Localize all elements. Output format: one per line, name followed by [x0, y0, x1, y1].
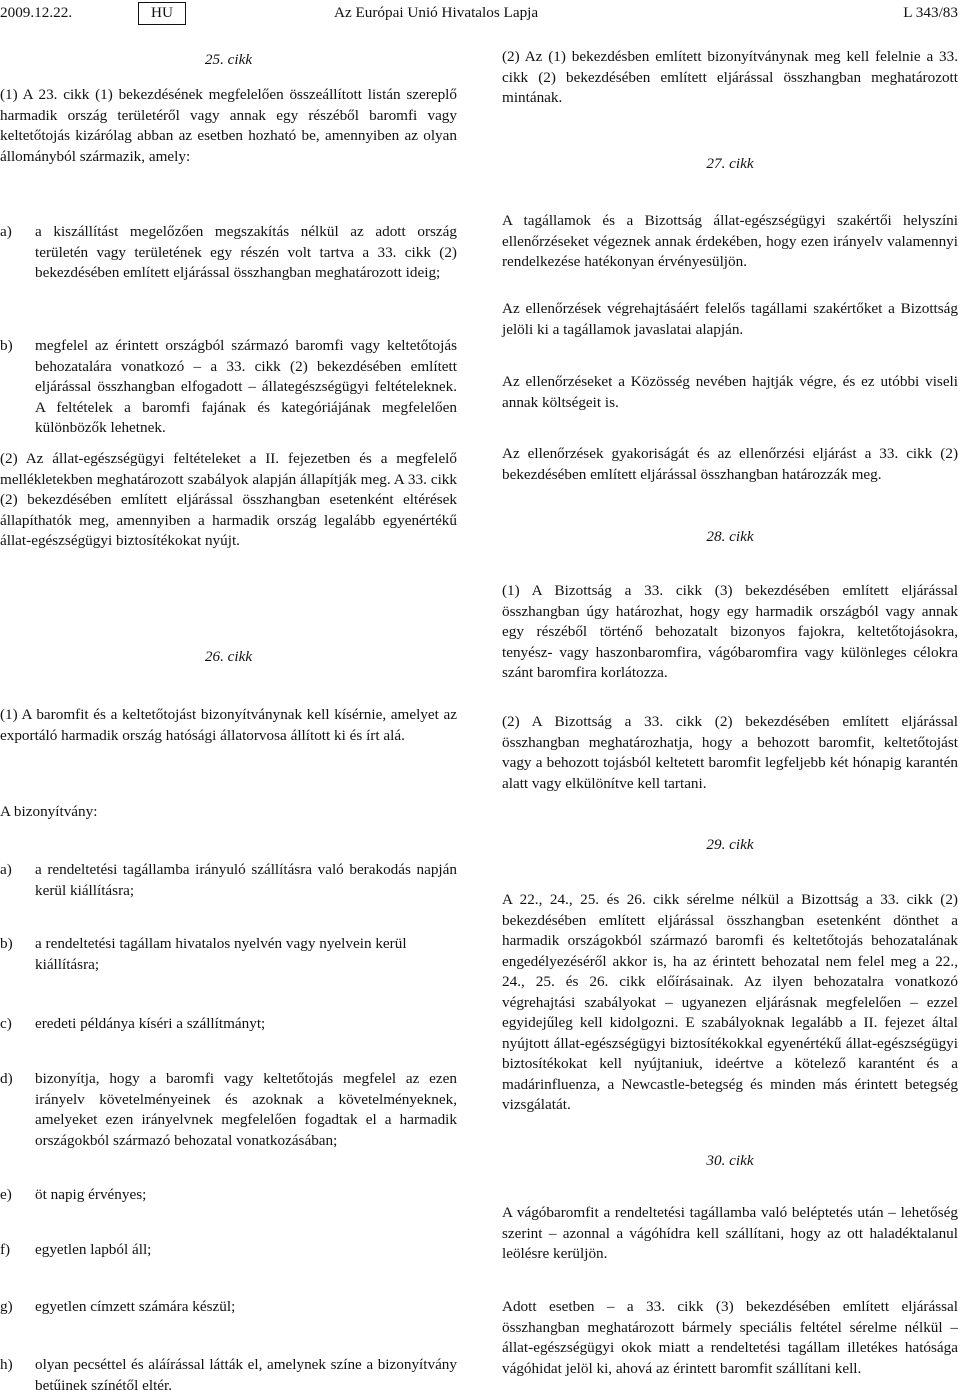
- article-25-item-a: [0, 222, 457, 284]
- item-text: eredeti példánya kíséri a szállítmányt;: [35, 1015, 266, 1032]
- item-label: a): [0, 861, 12, 878]
- article-27-paragraph-2: Az ellenőrzések végrehajtásáért felelős tagállami szakértőket a Bizottság jelöli ki a tagállamok javaslatai alapján.: [502, 300, 958, 338]
- article-27-paragraph-1: A tagállamok és a Bizottság állat-egészségügyi szakértői helyszíni ellenőrzéseket végeznek annak érdekében, hogy ezen irányelv valamennyi rendelkezése hatékonyan érvényesüljön.: [502, 212, 958, 270]
- article-28-paragraph-2: (2) A Bizottság a 33. cikk (2) bekezdésében említett eljárással összhangban meghatározhatja, hogy a behozott baromfit, keltetőtojást vagy a behozott tojásból keltetett baromfit legfeljebb két hónapig karantén alatt vagy elkülönítve kell tartani.: [502, 713, 958, 792]
- article-30-title: 30. cikk: [706, 1152, 754, 1169]
- article-30-paragraph-2: Adott esetben – a 33. cikk (3) bekezdésében említett eljárással összhangban meghatározott bármely speciális feltétel sérelme nélkül – állat-egészségügyi okok miatt a rendeltetési tagállam illetékes hatósága vágóhidat jelöl ki, ahová az érintett baromfit szállítani kell.: [502, 1298, 958, 1377]
- article-25-paragraph-2: (2) Az állat-egészségügyi feltételeket a II. fejezetben és a megfelelő mellékletekben meghatározott szabályok alapján állapítják meg. A 33. cikk (2) bekezdésében említett eljárással összhangban esetenként eltérések állapíthatók meg, amennyiben a harmadik ország legalább egyenértékű állat-egészségügyi biztosítékokat nyújt.: [0, 450, 457, 549]
- article-27-paragraph-4: Az ellenőrzések gyakoriságát és az ellenőrzési eljárást a 33. cikk (2) bekezdésében említett eljárással összhangban határozzák meg.: [502, 445, 958, 483]
- item-text: a kiszállítást megelőzően megszakítás nélkül az adott ország területén vagy területének egy részén volt tartva a 33. cikk (2) bekezdésében említett eljárással összhangban meghatározott ideig;: [35, 223, 457, 281]
- certificate-item-g: [0, 1297, 457, 1318]
- item-text: öt napig érvényes;: [35, 1186, 147, 1203]
- item-label: c): [0, 1015, 12, 1032]
- item-label: d): [0, 1070, 13, 1087]
- article-26-paragraph-1: (1) A baromfit és a keltetőtojást bizonyítványnak kell kísérnie, amelyet az exportáló harmadik ország hatósági állatorvosa állított ki és írt alá.: [0, 706, 457, 744]
- article-27-paragraph-3: Az ellenőrzéseket a Közösség nevében hajtják végre, és ez utóbbi viseli annak költségeit is.: [502, 373, 958, 411]
- article-28-title: 28. cikk: [706, 528, 754, 545]
- item-text: megfelel az érintett országból származó baromfi vagy keltetőtojás behozatalára vonatkozó – a 33. cikk (2) bekezdésében említett eljárással összhangban elfogadott – állategészségügyi feltételeknek. A feltételek a baromfi fajának és kategóriájának megfelelően különbözők lehetnek.: [35, 337, 457, 436]
- certificate-item-c: [0, 1014, 457, 1035]
- article-28-paragraph-1: (1) A Bizottság a 33. cikk (3) bekezdésében említett eljárással összhangban úgy határozhat, hogy egy harmadik országból vagy annak egy részéből történő behozatalt bizonyos fajokra, keltetőtojásokra, tenyész- vagy haszonbaromfira, vágóbaromfira vagy különleges célokra szánt baromfira korlátozza.: [502, 582, 958, 681]
- item-label: b): [0, 337, 13, 354]
- article-29-title: 29. cikk: [706, 836, 754, 853]
- article-25-paragraph-1: (1) A 23. cikk (1) bekezdésének megfelelően összeállított listán szereplő harmadik ország területéről vagy annak egy részéből baromfi vagy keltetőtojás kizárólag abban az esetben hozható be, amennyiben az olyan állományból származik, amely:: [0, 86, 457, 165]
- certificate-item-e: [0, 1185, 457, 1206]
- item-text: a rendeltetési tagállamba irányuló szállításra való berakodás napján kerül kiállításra;: [35, 861, 457, 899]
- item-label: b): [0, 935, 13, 952]
- certificate-intro: A bizonyítvány:: [0, 803, 98, 820]
- certificate-item-h: [0, 1355, 457, 1396]
- certificate-item-a: [0, 860, 457, 901]
- language-code-box: HU: [138, 2, 186, 25]
- article-25-title: 25. cikk: [204, 51, 253, 68]
- certificate-item-f: [0, 1240, 457, 1261]
- item-label: a): [0, 223, 12, 240]
- item-text: egyetlen címzett számára készül;: [35, 1298, 236, 1315]
- journal-title: Az Európai Unió Hivatalos Lapja: [334, 4, 539, 21]
- article-26-paragraph-2: (2) Az (1) bekezdésben említett bizonyítványnak meg kell felelnie a 33. cikk (2) bekezdésében említett eljárással összhangban meghatározott mintának.: [502, 48, 958, 106]
- item-text: bizonyítja, hogy a baromfi vagy keltetőtojás megfelel az ezen irányelv követelményeinek és azoknak a követelményeknek, amelyeket ezen irányelvnek megfelelően fogadtak el a harmadik országokból származó behozatal vonatkozásában;: [35, 1070, 457, 1149]
- page-reference: L 343/83: [903, 4, 958, 21]
- item-text: a rendeltetési tagállam hivatalos nyelvén vagy nyelvein kerül kiállításra;: [35, 935, 407, 973]
- item-label: f): [0, 1241, 11, 1258]
- article-25-item-b: [0, 336, 457, 439]
- page-header: [0, 3, 960, 25]
- article-30-paragraph-1: A vágóbaromfit a rendeltetési tagállamba való beléptetés után – lehetőség szerint – azonnal a vágóhídra kell szállítani, hogy az ott haladéktalanul leölésre kerüljön.: [502, 1204, 958, 1262]
- article-26-title: 26. cikk: [204, 648, 253, 665]
- publication-date: 2009.12.22.: [0, 4, 73, 21]
- article-27-title: 27. cikk: [706, 155, 754, 172]
- item-label: g): [0, 1298, 13, 1315]
- item-text: olyan pecséttel és aláírással látták el, amelynek színe a bizonyítvány betűinek színétől eltér.: [35, 1356, 457, 1394]
- article-29-paragraph-1: A 22., 24., 25. és 26. cikk sérelme nélkül a Bizottság a 33. cikk (2) bekezdésében említett eljárással összhangban esetenként dönthet a harmadik országokból származó baromfi és keltetőtojás behozatalának engedélyezéséről akkor is, ha az érintett behozatal nem felel meg a 22., 24., 25. és 26. cikk előírásainak. Az ilyen behozatalra vonatkozó végrehajtási szabályokat – ugyanezen eljárásnak megfelelően – ezzel egyidejűleg kell kidolgozni. E szabályoknak legalább a II. fejezet által nyújtott állat-egészségügyi biztosítékokkal egyenértékű állat-egészségügyi biztosítékokat kell nyújtaniuk, ideértve a kötelező karantént és a madárinfluenza, a Newcastle-betegség és minden más érintett betegség vizsgálatát.: [502, 891, 958, 1113]
- certificate-item-b: [0, 934, 457, 975]
- item-text: egyetlen lapból áll;: [35, 1241, 152, 1258]
- certificate-item-d: [0, 1069, 457, 1151]
- item-label: h): [0, 1356, 13, 1373]
- item-label: e): [0, 1186, 12, 1203]
